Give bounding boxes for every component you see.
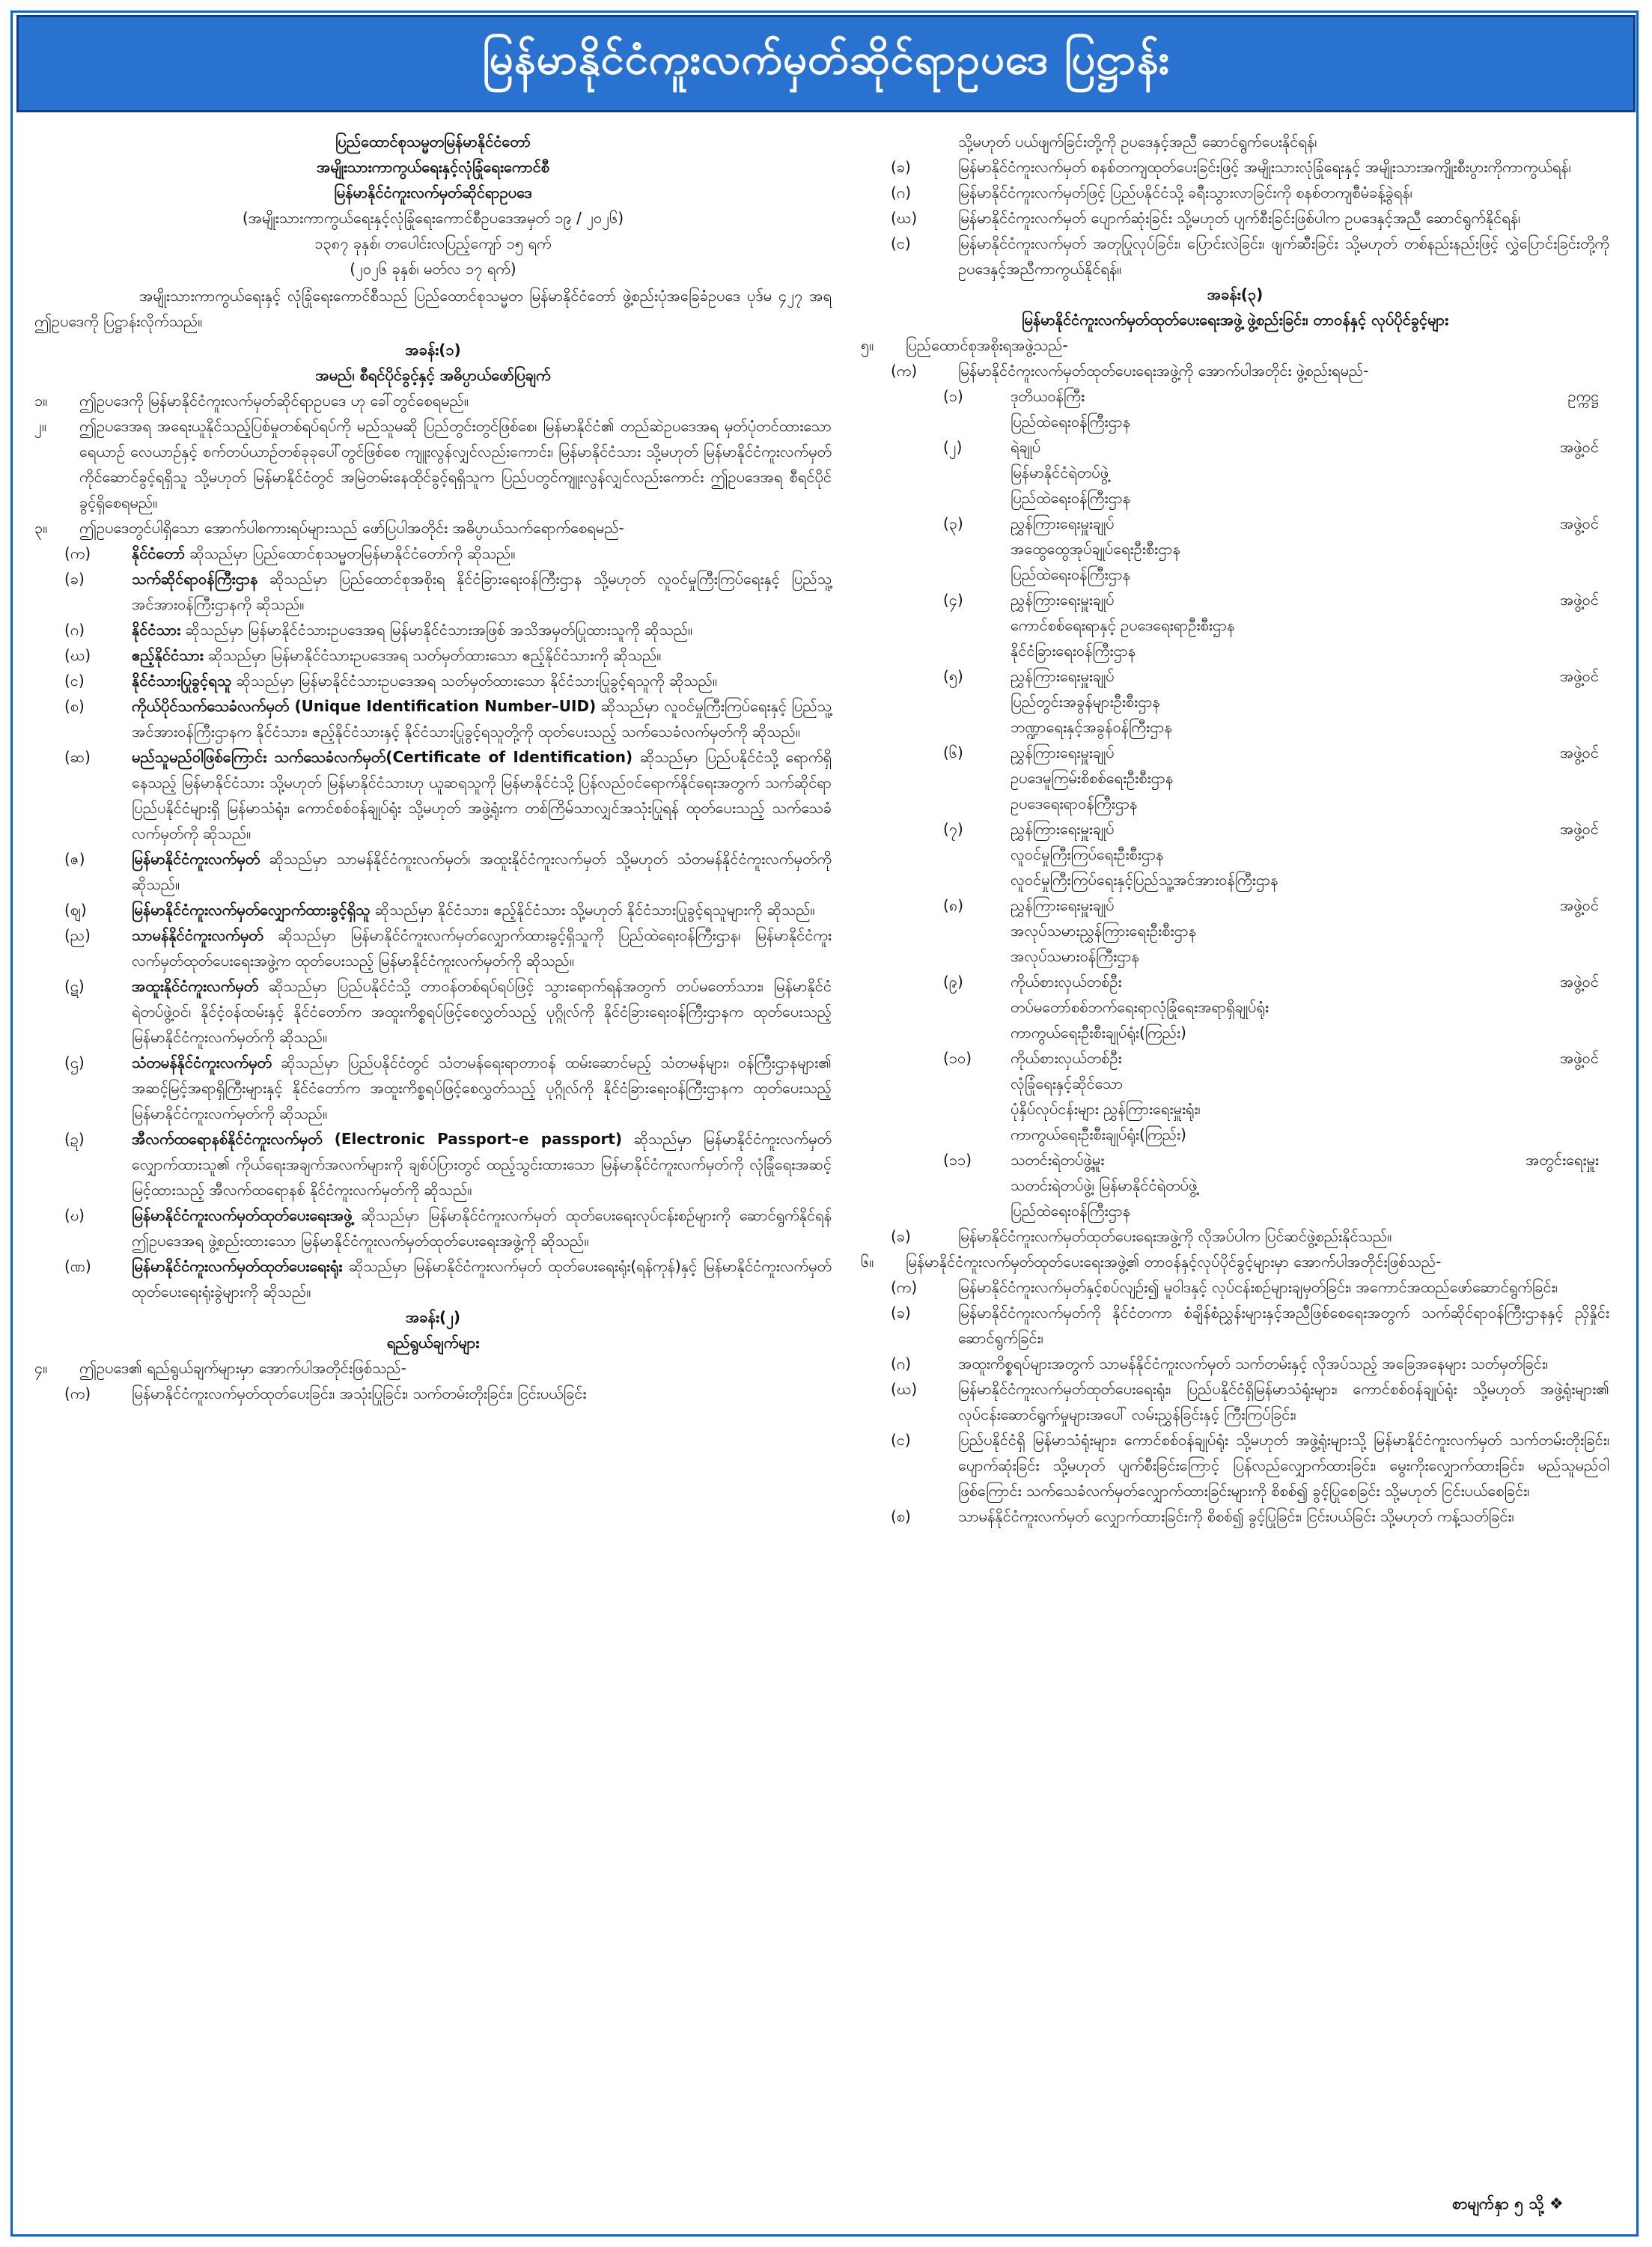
member-entry — [861, 1147, 1609, 1223]
member-line: ဥပဒေရေးရာဝန်ကြီးဌာန — [1011, 794, 1138, 812]
continued-on-page: စာမျက်နှာ ၅ သို့ ❖ — [1452, 2195, 1564, 2213]
definition — [34, 541, 832, 566]
member-role: အဖွဲ့ဝင် — [1559, 973, 1599, 991]
clause-text: မြန်မာနိုင်ငံကူးလက်မှတ်ကို နိုင်ငံတကာ စံချိန်စံညွှန်းများနှင့်အညီဖြစ်စေရေးအတွက် သက်ဆိုင်ရာဝန်ကြီးဌာနနှင့် ညှိနှိုင်းဆောင်ရွက်ခြင်း၊ — [958, 1304, 1609, 1347]
clause-number: (ဃ) — [891, 1380, 918, 1398]
definition-text: ဆိုသည်မှာ မြန်မာနိုင်ငံကူးလက်မှတ်လျှောက်ထားသူ၏ ကိုယ်ရေးအချက်အလက်များကို ချစ်ပ်ပြားတွင် ထည့်သွင်းထားသော မြန်မာနိုင်ငံကူးလက်မှတ်ကို လုံခြုံရေးအဆင့်မြင့်ထားသည့် အီလက်ထရောနစ် နိုင်ငံကူးလက်မှတ်ကို ဆိုသည်။ — [132, 1130, 832, 1199]
definition-term: ကိုယ်ပိုင်သက်သေခံလက်မှတ် (Unique Identification Number–UID) — [132, 697, 597, 715]
member-entry — [861, 511, 1609, 587]
member-entry — [861, 740, 1609, 816]
definition — [34, 617, 832, 642]
member-title: ညွှန်ကြားရေးမှူးချုပ် — [1011, 820, 1115, 838]
member-title: ဒုတိယဝန်ကြီး — [1011, 387, 1085, 405]
clause-number: (င) — [891, 234, 911, 252]
member-line: ပြည်ထဲရေးဝန်ကြီးဌာန — [1011, 489, 1131, 507]
definition-text: ဆိုသည်မှာ ပြည်ပနိုင်ငံသို့ တာဝန်တစ်ရပ်ရပ်ဖြင့် သွားရောက်ရန်အတွက် တပ်မတော်သား၊ မြန်မာနိုင်ငံရဲတပ်ဖွဲ့ဝင်၊ နိုင်ငံ့ဝန်ထမ်းနှင့် နိုင်ငံတော်က အထူးကိစ္စရပ်ဖြင့်စေလွှတ်သည့် ပုဂ္ဂိုလ်ကို နိုင်ငံခြားရေးဝန်ကြီးဌာနက ထုတ်ပေးသည့် မြန်မာနိုင်ငံကူးလက်မှတ်ကို ဆိုသည်။ — [132, 977, 832, 1046]
definition — [34, 1050, 832, 1126]
member-line: ပြည်ထဲရေးဝန်ကြီးဌာန — [1011, 565, 1131, 583]
section-text: ဤဥပဒေ၏ ရည်ရွယ်ချက်များမှာ အောက်ပါအတိုင်းဖြစ်သည်- — [79, 1359, 406, 1377]
member-number: (၂) — [943, 438, 963, 456]
chapter-label: အခန်း(၃) — [1207, 285, 1264, 303]
section — [34, 515, 832, 541]
member-title: ညွှန်ကြားရေးမှူးချုပ် — [1011, 514, 1115, 532]
definition-text: ဆိုသည်မှာ မြန်မာနိုင်ငံကူးလက်မှတ် ထုတ်ပေးရေးလုပ်ငန်းစဉ်များကို ဆောင်ရွက်နိုင်ရန် ဤဥပဒေအရ ဖွဲ့စည်းထားသော မြန်မာနိုင်ငံကူးလက်မှတ်ထုတ်ပေးရေးအဖွဲ့ကို ဆိုသည်။ — [132, 1206, 832, 1250]
section-number: ၃။ — [34, 519, 48, 537]
section-text: မြန်မာနိုင်ငံကူးလက်မှတ်ထုတ်ပေးရေးအဖွဲ့၏ တာဝန်နှင့်လုပ်ပိုင်ခွင့်များမှာ အောက်ပါအတိုင်းဖြစ်သည်- — [906, 1253, 1442, 1271]
definition-text: ဆိုသည်မှာ မြန်မာနိုင်ငံသားဥပဒေအရ မြန်မာနိုင်ငံသားအဖြစ် အသိအမှတ်ပြုထားသူကို ဆိုသည်။ — [180, 621, 693, 639]
clause-number: (ခ) — [891, 1227, 911, 1245]
clause-continuation — [861, 129, 1609, 154]
clause-number: (ခ) — [891, 158, 911, 176]
member-entry — [861, 816, 1609, 893]
definition — [34, 1126, 832, 1202]
definition-term: သာမန်နိုင်ငံကူးလက်မှတ် — [132, 926, 263, 944]
member-line: အလုပ်သမားဝန်ကြီးဌာန — [1011, 947, 1139, 965]
member-number: (၈) — [943, 896, 964, 914]
definition-number: (ဇ) — [64, 850, 85, 868]
member-role: အဖွဲ့ဝင် — [1559, 591, 1599, 609]
section — [861, 1249, 1609, 1274]
clause — [861, 1503, 1609, 1529]
section — [34, 1355, 832, 1381]
clause-text: မြန်မာနိုင်ငံကူးလက်မှတ်ဖြင့် ပြည်ပနိုင်ငံသို့ ခရီးသွားလာခြင်းကို စနစ်တကျစီမံခန့်ခွဲရန်၊ — [958, 183, 1412, 201]
left-column — [34, 129, 832, 1406]
definition-number: (ည) — [64, 926, 91, 944]
member-number: (၄) — [943, 591, 963, 609]
definition-term: ဧည့်နိုင်ငံသား — [132, 646, 204, 664]
member-entry — [861, 663, 1609, 740]
section — [861, 332, 1609, 358]
definition-term: မြန်မာနိုင်ငံကူးလက်မှတ်ထုတ်ပေးရေးရုံး — [132, 1257, 343, 1275]
member-line: ပုံနှိပ်လုပ်ငန်းများ ညွှန်ကြားရေးမှူးရုံး၊ — [1011, 1100, 1201, 1118]
header-line: ၁၃၈၇ ခုနှစ်၊ တပေါင်းလပြည့်ကျော် ၁၅ ရက် — [314, 234, 552, 252]
section-number: ၄။ — [34, 1359, 48, 1377]
member-number: (၅) — [943, 667, 963, 685]
definition-number: (က) — [64, 544, 91, 562]
clause-text: အထူးကိစ္စရပ်များအတွက် သာမန်နိုင်ငံကူးလက်မှတ် သက်တမ်းနှင့် လိုအပ်သည့် အခြေအနေများ သတ်မှတ်ခြင်း၊ — [958, 1354, 1549, 1372]
definition-number: (င) — [64, 672, 85, 690]
member-title: သတင်းရဲတပ်ဖွဲ့မှူး — [1011, 1151, 1105, 1169]
member-line: ကာကွယ်ရေးဦးစီးချုပ်ရုံး(ကြည်း) — [1011, 1125, 1186, 1143]
clause — [861, 1351, 1609, 1376]
definition — [34, 922, 832, 973]
clause-number: (က) — [64, 1384, 91, 1402]
clause — [861, 1223, 1609, 1249]
chapter-title: အမည်၊ စီရင်ပိုင်ခွင့်နှင့် အဓိပ္ပာယ်ဖော်ပြချက် — [315, 366, 551, 384]
member-number: (၁၀) — [943, 1049, 972, 1067]
section-number: ၅။ — [861, 336, 874, 354]
section-text: ဤဥပဒေတွင်ပါရှိသော အောက်ပါစကားရပ်များသည် ဖော်ပြပါအတိုင်း အဓိပ္ပာယ်သက်ရောက်စေရမည်- — [79, 519, 624, 537]
member-line: ပြည်ထဲရေးဝန်ကြီးဌာန — [1011, 1202, 1131, 1220]
member-number: (၁၁) — [943, 1151, 972, 1169]
header-line: (အမျိုးသားကာကွယ်ရေးနှင့်လုံခြုံရေးကောင်စီဥပဒေအမှတ် ၁၉ / ၂၀၂၆) — [242, 209, 624, 227]
clause-number: (ဂ) — [891, 183, 912, 201]
section-number: ၁။ — [34, 392, 48, 410]
member-line: လူဝင်မှုကြီးကြပ်ရေးဦးစီးဌာန — [1011, 845, 1164, 863]
member-title: ညွှန်ကြားရေးမှူးချုပ် — [1011, 591, 1115, 609]
definition-term: မြန်မာနိုင်ငံကူးလက်မှတ်ထုတ်ပေးရေးအဖွဲ့ — [132, 1206, 353, 1224]
member-line: တပ်မတော်စစ်ဘက်ရေးရာလုံခြုံရေးအရာရှိချုပ်ရုံး — [1011, 998, 1269, 1016]
definition-term: အီလက်ထရောနစ်နိုင်ငံကူးလက်မှတ် (Electronic Passport–e passport) — [132, 1130, 623, 1148]
member-title: ညွှန်ကြားရေးမှူးချုပ် — [1011, 667, 1115, 685]
member-role: အဖွဲ့ဝင် — [1559, 514, 1599, 532]
clause — [861, 1427, 1609, 1503]
clause — [861, 154, 1609, 180]
section-number: ၆။ — [861, 1253, 874, 1271]
definition — [34, 566, 832, 617]
preamble: အမျိုးသားကာကွယ်ရေးနှင့် လုံခြုံရေးကောင်စီသည် ပြည်ထောင်စုသမ္မတ မြန်မာနိုင်ငံတော် ဖွဲ့စည်းပုံအခြေခံဥပဒေ ပုဒ်မ ၄၂၇ အရ ဤဥပဒေကို ပြဋ္ဌာန်းလိုက်သည်။ — [34, 287, 832, 330]
definition-text: ဆိုသည်မှာ သာမန်နိုင်ငံကူးလက်မှတ်၊ အထူးနိုင်ငံကူးလက်မှတ် သို့မဟုတ် သံတမန်နိုင်ငံကူးလက်မှတ်ကို ဆိုသည်။ — [132, 850, 832, 893]
clause-number: (ဂ) — [891, 1354, 912, 1372]
member-number: (၉) — [943, 973, 963, 991]
definition-number: (ဋ) — [64, 977, 85, 995]
member-entry — [861, 893, 1609, 969]
clause-number: (က) — [891, 362, 918, 380]
definition-term: နိုင်ငံသား — [132, 621, 181, 639]
clause-text: မြန်မာနိုင်ငံကူးလက်မှတ်ထုတ်ပေးရေးအဖွဲ့ကို အောက်ပါအတိုင်း ဖွဲ့စည်းရမည်- — [958, 362, 1369, 380]
definition-number: (ဃ) — [64, 646, 91, 664]
member-line: လူဝင်မှုကြီးကြပ်ရေးနှင့်ပြည်သူ့အင်အားဝန်ကြီးဌာန — [1011, 871, 1278, 889]
member-title: ညွှန်ကြားရေးမှူးချုပ် — [1011, 896, 1115, 914]
member-title: ကိုယ်စားလှယ်တစ်ဦး — [1011, 1049, 1122, 1067]
clause-text: သို့မဟုတ် ပယ်ဖျက်ခြင်းတို့ကို ဥပဒေနှင့်အညီ ဆောင်ရွက်ပေးနိုင်ရန်၊ — [958, 133, 1317, 150]
member-entry — [861, 1045, 1609, 1147]
member-number: (၃) — [943, 514, 963, 532]
clause-text: မြန်မာနိုင်ငံကူးလက်မှတ်ထုတ်ပေးရေးရုံး၊ ပြည်ပနိုင်ငံရှိမြန်မာသံရုံးများ၊ ကောင်စစ်ဝန်ချုပ်ရုံး သို့မဟုတ် အဖွဲ့ရုံးများ၏ လုပ်ငန်းဆောင်ရွက်မှုများအပေါ် လမ်းညွှန်ခြင်းနှင့် ကြီးကြပ်ခြင်း၊ — [958, 1380, 1609, 1423]
definition-term: သက်ဆိုင်ရာဝန်ကြီးဌာန — [132, 570, 258, 588]
definition-number: (စ) — [64, 697, 85, 715]
member-number: (၆) — [943, 744, 963, 761]
section-number: ၂။ — [34, 417, 46, 435]
member-line: သတင်းရဲတပ်ဖွဲ့၊ မြန်မာနိုင်ငံရဲတပ်ဖွဲ့ — [1011, 1176, 1198, 1194]
header-line: အမျိုးသားကာကွယ်ရေးနှင့်လုံခြုံရေးကောင်စီ — [317, 158, 549, 176]
clause-text: မြန်မာနိုင်ငံကူးလက်မှတ်ထုတ်ပေးခြင်း၊ အသုံးပြုခြင်း၊ သက်တမ်းတိုးခြင်း၊ ငြင်းပယ်ခြင်း — [132, 1384, 587, 1402]
member-line: နိုင်ငံခြားရေးဝန်ကြီးဌာန — [1011, 642, 1136, 660]
definition-term: သံတမန်နိုင်ငံကူးလက်မှတ် — [132, 1053, 272, 1071]
definition-number: (ဌ) — [64, 1053, 85, 1071]
member-role: အဖွဲ့ဝင် — [1559, 896, 1599, 914]
definition-text: ဆိုသည်မှာ မြန်မာနိုင်ငံကူးလက်မှတ် ထုတ်ပေးရေးရုံး(ရန်ကုန်)နှင့် မြန်မာနိုင်ငံကူးလက်မှတ်ထုတ်ပေးရေးရုံးခွဲများကို ဆိုသည်။ — [132, 1257, 832, 1301]
clause-number: (င) — [891, 1431, 911, 1449]
definition — [34, 973, 832, 1050]
clause-number: (က) — [891, 1278, 918, 1296]
definition-term: နိုင်ငံသားပြုခွင့်ရသူ — [132, 672, 232, 690]
section-text: ပြည်ထောင်စုအစိုးရအဖွဲ့သည်- — [906, 336, 1068, 354]
chapter-title: ရည်ရွယ်ချက်များ — [386, 1334, 480, 1351]
clause — [34, 1381, 832, 1406]
definition-text: ဆိုသည်မှာ မြန်မာနိုင်ငံကူးလက်မှတ်လျှောက်ထားခွင့်ရှိသူကို ပြည်ထဲရေးဝန်ကြီးဌာန၊ မြန်မာနိုင်ငံကူးလက်မှတ်ထုတ်ပေးရေးအဖွဲ့က ထုတ်ပေးသည့် မြန်မာနိုင်ငံကူးလက်မှတ်ကို ဆိုသည်။ — [132, 926, 832, 970]
definition-text: ဆိုသည်မှာ မြန်မာနိုင်ငံသားဥပဒေအရ သတ်မှတ်ထားသော နိုင်ငံသားပြုခွင့်ရသူကို ဆိုသည်။ — [231, 672, 718, 690]
clause-text: သာမန်နိုင်ငံကူးလက်မှတ် လျှောက်ထားခြင်းကို စိစစ်၍ ခွင့်ပြုခြင်း၊ ငြင်းပယ်ခြင်း သို့မဟုတ် ကန့်သတ်ခြင်း၊ — [958, 1507, 1514, 1525]
definition — [34, 1253, 832, 1304]
clause — [861, 1376, 1609, 1427]
member-role: ဥက္ကဋ္ဌ — [1567, 387, 1599, 405]
clause — [861, 180, 1609, 205]
member-entry — [861, 969, 1609, 1045]
clause-text: မြန်မာနိုင်ငံကူးလက်မှတ် အတုပြုလုပ်ခြင်း၊ ပြောင်းလဲခြင်း၊ ဖျက်ဆီးခြင်း သို့မဟုတ် တစ်နည်းနည်းဖြင့် လွှဲပြောင်းခြင်းတို့ကို ဥပဒေနှင့်အညီကာကွယ်နိုင်ရန်။ — [958, 234, 1609, 278]
definition — [34, 846, 832, 897]
definition-text: ဆိုသည်မှာ ပြည်ထောင်စုသမ္မတမြန်မာနိုင်ငံတော်ကို ဆိုသည်။ — [185, 544, 516, 562]
clause — [861, 231, 1609, 282]
member-line: အထွေထွေအုပ်ချုပ်ရေးဦးစီးဌာန — [1011, 540, 1180, 558]
member-role: အဖွဲ့ဝင် — [1559, 744, 1599, 761]
section-text: ဤဥပဒေကို မြန်မာနိုင်ငံကူးလက်မှတ်ဆိုင်ရာဥပဒေ ဟု ခေါ်တွင်စေရမည်။ — [79, 392, 469, 410]
definition-number: (ခ) — [64, 570, 85, 588]
member-entry — [861, 587, 1609, 663]
member-line: ဥပဒေမူကြမ်းစိစစ်ရေးဦးစီးဌာန — [1011, 769, 1174, 787]
banner — [16, 15, 1636, 112]
member-line: မြန်မာနိုင်ငံရဲတပ်ဖွဲ့ — [1011, 463, 1109, 481]
clause — [861, 358, 1609, 383]
definition-term: မြန်မာနိုင်ငံကူးလက်မှတ် — [132, 850, 260, 868]
member-number: (၁) — [943, 387, 963, 405]
header-line: မြန်မာနိုင်ငံကူးလက်မှတ်ဆိုင်ရာဥပဒေ — [334, 183, 532, 201]
definition-text: ဆိုသည်မှာ ပြည်ပနိုင်ငံသို့ ရောက်ရှိနေသည့် မြန်မာနိုင်ငံသား သို့မဟုတ် မြန်မာနိုင်ငံသားဟု ယူဆရသူကို မြန်မာနိုင်ငံသို့ ပြန်လည်ဝင်ရောက်နိုင်ရေးအတွက် သက်ဆိုင်ရာ ပြည်ပနိုင်ငံများရှိ မြန်မာသံရုံး၊ ကောင်စစ်ဝန်ချုပ်ရုံး သို့မဟုတ် အဖွဲ့ရုံးက တစ်ကြိမ်သာလျှင်အသုံးပြုရန် ထုတ်ပေးသည့် သက်သေခံလက်မှတ်ကို ဆိုသည်။ — [132, 748, 832, 842]
definition-term: နိုင်ငံတော် — [132, 544, 186, 562]
header-line: (၂၀၂၆ ခုနှစ်၊ မတ်လ ၁၇ ရက်) — [350, 260, 516, 278]
definition — [34, 897, 832, 922]
definition — [34, 668, 832, 693]
member-title: ကိုယ်စားလှယ်တစ်ဦး — [1011, 973, 1122, 991]
definition-number: (ဏ) — [64, 1257, 91, 1275]
member-role: အဖွဲ့ဝင် — [1559, 667, 1599, 685]
chapter-label: အခန်း(၂) — [405, 1308, 461, 1326]
definition-term: မည်သူမည်ဝါဖြစ်ကြောင်း သက်သေခံလက်မှတ်(Certificate of Identification) — [132, 748, 633, 766]
clause-text: မြန်မာနိုင်ငံကူးလက်မှတ်နှင့်စပ်လျဉ်း၍ မူဝါဒနှင့် လုပ်ငန်းစဉ်များချမှတ်ခြင်း၊ အကောင်အထည်ဖော်ဆောင်ရွက်ခြင်း၊ — [958, 1278, 1558, 1296]
member-line: ကာကွယ်ရေးဦးစီးချုပ်ရုံး(ကြည်း) — [1011, 1024, 1186, 1042]
clause — [861, 205, 1609, 231]
definition-number: (ဂ) — [64, 621, 85, 639]
member-entry — [861, 434, 1609, 511]
member-line: ပြည်ထဲရေးဝန်ကြီးဌာန — [1011, 413, 1131, 431]
member-line: ဘဏ္ဍာရေးနှင့်အခွန်ဝန်ကြီးဌာန — [1011, 718, 1172, 736]
definition-term: အထူးနိုင်ငံကူးလက်မှတ် — [132, 977, 259, 995]
definition — [34, 1202, 832, 1253]
banner-title: မြန်မာနိုင်ငံကူးလက်မှတ်ဆိုင်ရာဥပဒေ ပြဋ္ဌာန်း — [482, 35, 1170, 84]
definition — [34, 693, 832, 744]
clause-text: မြန်မာနိုင်ငံကူးလက်မှတ်ထုတ်ပေးရေးအဖွဲ့ကို လိုအပ်ပါက ပြင်ဆင်ဖွဲ့စည်းနိုင်သည်။ — [958, 1227, 1392, 1245]
definition-text: ဆိုသည်မှာ လူဝင်မှုကြီးကြပ်ရေးနှင့် ပြည်သူ့အင်အားဝန်ကြီးဌာနက နိုင်ငံသား၊ ဧည့်နိုင်ငံသားနှင့် နိုင်ငံသားပြုခွင့်ရသူတို့ကို ထုတ်ပေးသည့် သက်သေခံလက်မှတ်ကို ဆိုသည်။ — [132, 697, 832, 741]
right-column — [861, 129, 1609, 1529]
definition-term: မြန်မာနိုင်ငံကူးလက်မှတ်လျှောက်ထားခွင့်ရှိသူ — [132, 901, 371, 919]
definition-text: ဆိုသည်မှာ ပြည်ပနိုင်ငံတွင် သံတမန်ရေးရာတာဝန် ထမ်းဆောင်မည့် သံတမန်များ၊ ဝန်ကြီးဌာနများ၏ အဆင့်မြင့်အရာရှိကြီးများနှင့် နိုင်ငံတော်က အထူးကိစ္စရပ်ဖြင့်စေလွှတ်သည့် ပုဂ္ဂိုလ်ကို နိုင်ငံခြားရေးဝန်ကြီးဌာနက ထုတ်ပေးသည့် မြန်မာနိုင်ငံကူးလက်မှတ်ကို ဆိုသည်။ — [132, 1053, 832, 1122]
member-number: (၇) — [943, 820, 963, 838]
chapter-label: အခန်း(၁) — [405, 341, 461, 359]
definition — [34, 744, 832, 846]
definition-text: ဆိုသည်မှာ မြန်မာနိုင်ငံသားဥပဒေအရ သတ်မှတ်ထားသော ဧည့်နိုင်ငံသားကို ဆိုသည်။ — [203, 646, 662, 664]
clause — [861, 1300, 1609, 1351]
header-line: ပြည်ထောင်စုသမ္မတမြန်မာနိုင်ငံတော် — [335, 133, 531, 150]
member-line: အလုပ်သမားညွှန်ကြားရေးဦးစီးဌာန — [1011, 922, 1197, 940]
clause — [861, 1274, 1609, 1300]
definition-number: (ဆ) — [64, 748, 91, 766]
definition-text: ဆိုသည်မှာ နိုင်ငံသား၊ ဧည့်နိုင်ငံသား သို့မဟုတ် နိုင်ငံသားပြုခွင့်ရသူများကို ဆိုသည်။ — [370, 901, 815, 919]
section-text: ဤဥပဒေအရ အရေးယူနိုင်သည့်ပြစ်မှုတစ်ရပ်ရပ်ကို မည်သူမဆို ပြည်တွင်းတွင်ဖြစ်စေ၊ မြန်မာနိုင်ငံ၏ တည်ဆဲဥပဒေအရ မှတ်ပုံတင်ထားသော ရေယာဉ် လေယာဉ်နှင့် စက်တပ်ယာဉ်တစ်ခုခုပေါ်တွင်ဖြစ်စေ ကျူးလွန်လျှင်လည်းကောင်း၊ မြန်မာနိုင်ငံသား သို့မဟုတ် မြန်မာနိုင်ငံကူးလက်မှတ် ကိုင်ဆောင်ခွင့်ရရှိသူ သို့မဟုတ် မြန်မာနိုင်ငံတွင် အမြဲတမ်းနေထိုင်ခွင့်ရရှိသူက ပြည်ပတွင်ကျူးလွန်လျှင်လည်းကောင်း ဤဥပဒေအရ စီရင်ပိုင်ခွင့်ရှိစေရမည်။ — [79, 417, 832, 511]
member-role: အဖွဲ့ဝင် — [1559, 1049, 1599, 1067]
definition-number: (ဍ) — [64, 1130, 85, 1148]
clause-number: (ခ) — [891, 1304, 911, 1322]
section — [34, 413, 832, 515]
member-title: ရဲချုပ် — [1011, 438, 1041, 456]
member-line: လုံခြုံရေးနှင့်ဆိုင်သော — [1011, 1074, 1124, 1092]
clause-text: ပြည်ပနိုင်ငံရှိ မြန်မာသံရုံးများ၊ ကောင်စစ်ဝန်ချုပ်ရုံး သို့မဟုတ် အဖွဲ့ရုံးများသို့ မြန်မာနိုင်ငံကူးလက်မှတ် သက်တမ်းတိုးခြင်း၊ ပျောက်ဆုံးခြင်း သို့မဟုတ် ပျက်စီးခြင်းကြောင့် ပြန်လည်လျှောက်ထားခြင်း၊ မွေးကိုးလျှောက်ထားခြင်း၊ မည်သူမည်ဝါဖြစ်ကြောင်း သက်သေခံလက်မှတ်လျှောက်ထားခြင်းများကို စိစစ်၍ ခွင့်ပြုစေခြင်း သို့မဟုတ် ငြင်းပယ်စေခြင်း၊ — [958, 1431, 1609, 1500]
definition — [34, 642, 832, 668]
member-entry — [861, 383, 1609, 434]
member-line: ကောင်စစ်ရေးရာနှင့် ဥပဒေရေးရာဦးစီးဌာန — [1011, 616, 1235, 634]
chapter-title: မြန်မာနိုင်ငံကူးလက်မှတ်ထုတ်ပေးရေးအဖွဲ့ ဖွဲ့စည်းခြင်း၊ တာဝန်နှင့် လုပ်ပိုင်ခွင့်များ — [1021, 311, 1449, 329]
clause-number: (စ) — [891, 1507, 911, 1525]
definition-text: ဆိုသည်မှာ ပြည်ထောင်စုအစိုးရ နိုင်ငံခြားရေးဝန်ကြီးဌာန သို့မဟုတ် လူဝင်မှုကြီးကြပ်ရေးနှင့် ပြည်သူ့အင်အားဝန်ကြီးဌာနကို ဆိုသည်။ — [132, 570, 832, 613]
member-role: အဖွဲ့ဝင် — [1559, 438, 1599, 456]
clause-text: မြန်မာနိုင်ငံကူးလက်မှတ် ပျောက်ဆုံးခြင်း သို့မဟုတ် ပျက်စီးခြင်းဖြစ်ပါက ဥပဒေနှင့်အညီ ဆောင်ရွက်နိုင်ရန်၊ — [958, 209, 1521, 227]
member-role: အဖွဲ့ဝင် — [1559, 820, 1599, 838]
member-line: ပြည်တွင်းအခွန်များဦးစီးဌာန — [1011, 693, 1160, 711]
section — [34, 388, 832, 413]
member-title: ညွှန်ကြားရေးမှူးချုပ် — [1011, 744, 1115, 761]
member-role: အတွင်းရေးမှူး — [1525, 1151, 1599, 1169]
clause-text: မြန်မာနိုင်ငံကူးလက်မှတ် စနစ်တကျထုတ်ပေးခြင်းဖြင့် အမျိုးသားလုံခြုံရေးနှင့် အမျိုးသားအကျိုးစီးပွားကိုကာကွယ်ရန်၊ — [958, 158, 1571, 176]
definition-number: (ဎ) — [64, 1206, 85, 1224]
definition-number: (ဈ) — [64, 901, 87, 919]
clause-number: (ဃ) — [891, 209, 918, 227]
